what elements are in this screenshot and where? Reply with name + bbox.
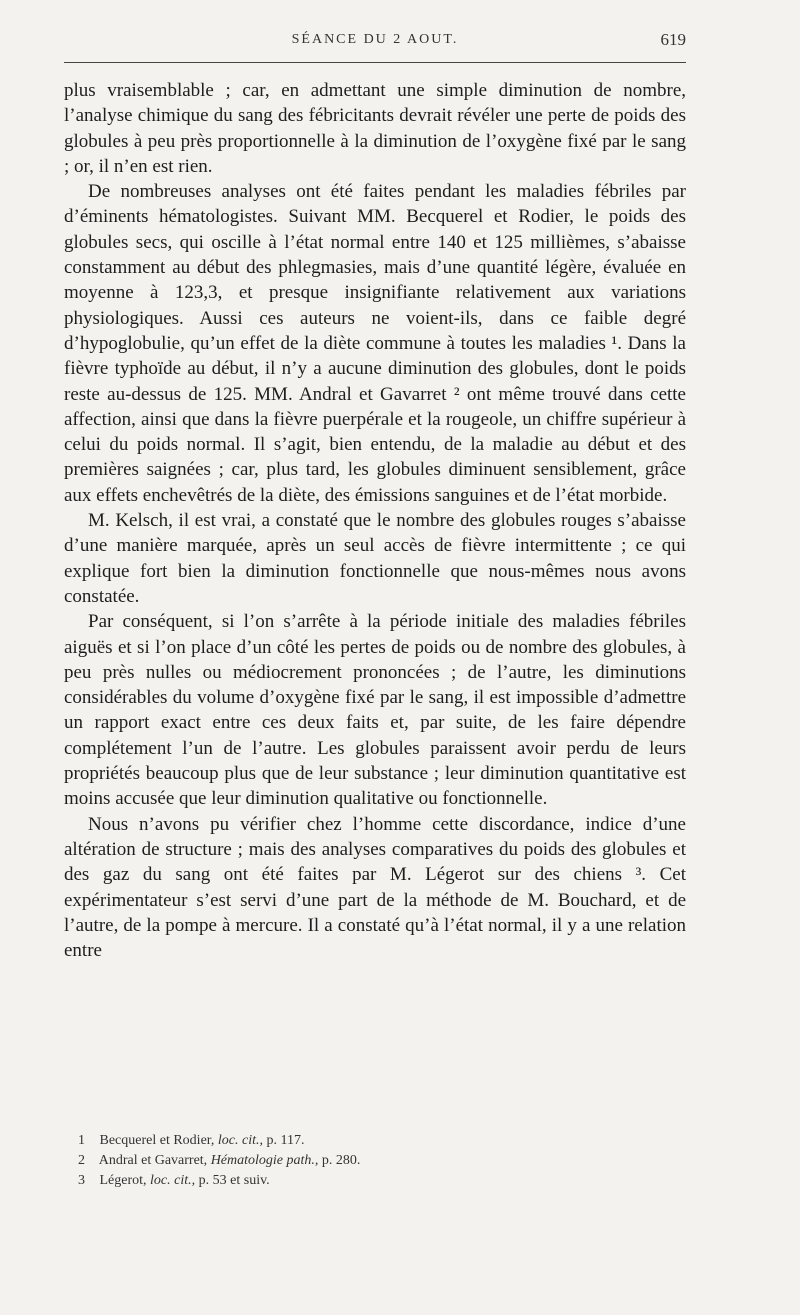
document-page xyxy=(64,28,686,1288)
footnote-author: Becquerel et Rodier, xyxy=(99,1133,215,1148)
footnote-ref: loc. cit., xyxy=(150,1173,196,1188)
footnote-page: p. 53 et suiv. xyxy=(198,1173,270,1188)
paragraph-5: Nous n’avons pu vérifier chez l’homme cette discordance, indice d’une altération de structure ; mais des analyses comparatives du poids des globules et des gaz du sang ont été faites par M. Légerot sur des chiens ³. Cet expérimentateur s’est servi d’une part de la méthode de M. Bouchard, et de l’autre, de la pompe à mercure. Il a constaté qu’à l’état normal, il y a une relation entre xyxy=(64,813,686,962)
paragraph-3: M. Kelsch, il est vrai, a constaté que le nombre des globules rouges s’abaisse d’une manière marquée, après un seul accès de fièvre intermittente ; ce qui explique fort bien la diminution fonctionnelle que nous-mêmes nous avons constatée. xyxy=(64,510,686,607)
footnote-3 xyxy=(78,1171,678,1191)
paragraph-4: Par conséquent, si l’on s’arrête à la période initiale des maladies fébriles aiguës et si l’on place d’un côté les pertes de poids ou de nombre des globules, à peu près nulles ou médiocrement prononcées ; de l’autre, les diminutions considérables du volume d’oxygène fixé par le sang, il est impossible d’admettre un rapport exact entre ces deux faits et, par suite, de les faire dépendre complétement l’un de l’autre. Les globules paraissent avoir perdu de leurs propriétés beaucoup plus que de leur substance ; leur diminution quantitative est moins accusée que leur diminution qualitative ou fonctionnelle. xyxy=(64,611,686,810)
footnote-author: Andral et Gavarret, xyxy=(98,1153,208,1168)
paragraph-2: De nombreuses analyses ont été faites pendant les maladies fébriles par d’éminents hématologistes. Suivant MM. Becquerel et Rodier, le poids des globules secs, qui oscille à l’état normal entre 140 et 125 millièmes, s’abaisse constamment au début des phlegmasies, mais d’une quantité légère, évaluée en moyenne à 123,3, et presque insignifiante relativement aux variations physiologiques. Aussi ces auteurs ne voient-ils, dans ce faible degré d’hypoglobulie, qu’un effet de la diète commune à toutes les maladies ¹. Dans la fièvre typhoïde au début, il n’y a aucune diminution des globules, dont le poids reste au-dessus de 125. MM. Andral et Gavarret ² ont même trouvé dans cette affection, ainsi que dans la fièvre puerpérale et la rougeole, un chiffre supérieur à celui du poids normal. Il s’agit, bien entendu, de la maladie au début et des premières saignées ; car, plus tard, les globules diminuent sensiblement, grâce aux effets enchevêtrés de la diète, des émissions sanguines et de l’état morbide. xyxy=(64,181,686,506)
paragraph-1: plus vraisemblable ; car, en admettant une simple diminution de nombre, l’analyse chimique du sang des fébricitants devrait révéler une perte de poids des globules à peu près proportionnelle à la diminution de l’oxygène fixé par le sang ; or, il n’en est rien. xyxy=(64,80,686,177)
footnote-number: 1 xyxy=(78,1133,85,1148)
footnote-author: Légerot, xyxy=(99,1173,147,1188)
running-head: SÉANCE DU 2 AOUT. xyxy=(291,32,459,47)
footnote-number: 2 xyxy=(78,1153,85,1168)
footnote-1 xyxy=(78,1131,678,1151)
footnote-page: p. 117. xyxy=(266,1133,305,1148)
footnotes xyxy=(78,1131,678,1191)
footnote-ref: loc. cit., xyxy=(217,1133,264,1148)
footnote-2 xyxy=(78,1151,678,1171)
header-rule xyxy=(64,62,686,63)
footnote-page: p. 280. xyxy=(321,1153,361,1168)
page-number: 619 xyxy=(660,30,686,49)
page-header xyxy=(64,28,686,60)
footnote-number: 3 xyxy=(78,1173,85,1188)
footnote-ref: Hématologie path., xyxy=(210,1153,319,1168)
body-text xyxy=(64,78,686,963)
